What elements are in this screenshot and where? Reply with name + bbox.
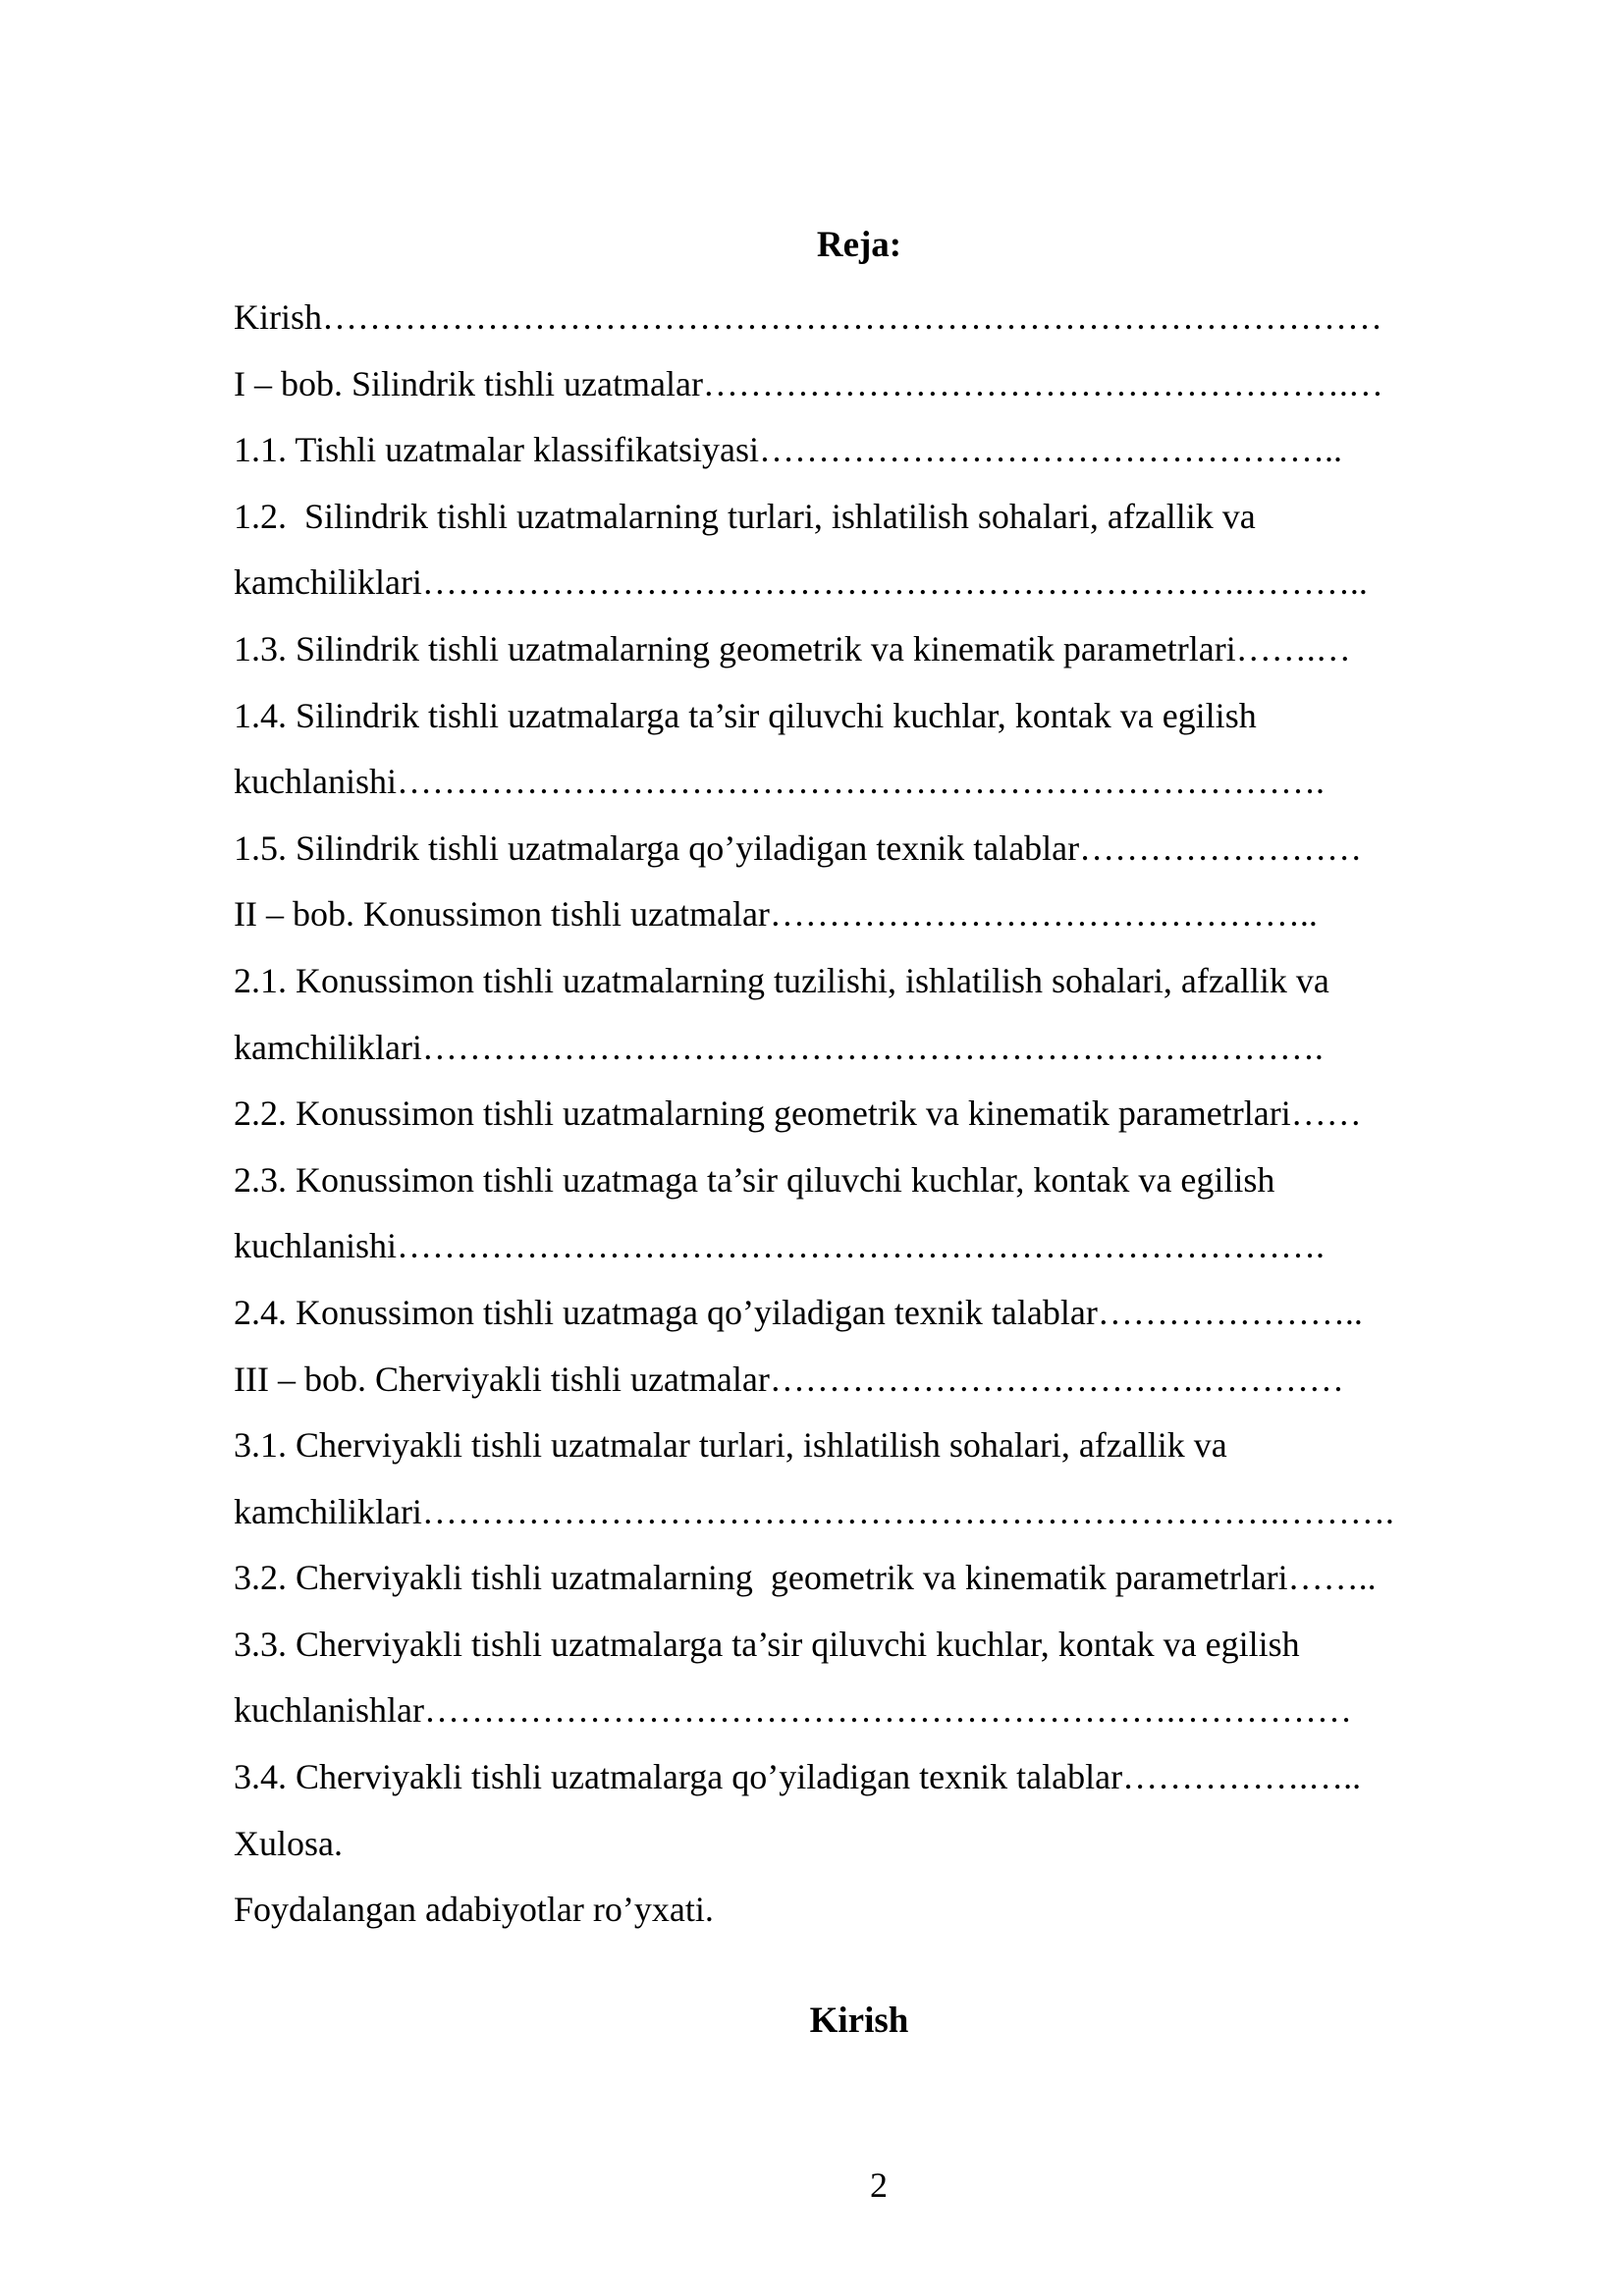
plan-title: Reja: <box>816 225 902 265</box>
toc-line-1-4-cont: kuchlanishi……………………………………………………………………. <box>234 762 1325 802</box>
toc-line-2-3-cont: kuchlanishi……………………………………………………………………. <box>234 1226 1325 1266</box>
toc-line-3-1: 3.1. Cherviyakli tishli uzatmalar turlari, ishlatilish sohalari, afzallik va <box>234 1425 1227 1466</box>
intro-heading: Kirish <box>809 2001 909 2041</box>
toc-line-3-1-cont: kamchiliklari……………………………………………………………….………. <box>234 1491 1394 1531</box>
toc-line-1-4: 1.4. Silindrik tishli uzatmalarga ta’sir qiluvchi kuchlar, kontak va egilish <box>234 695 1257 735</box>
table-of-contents <box>234 285 1510 1944</box>
page-number: 2 <box>870 2165 888 2205</box>
toc-line-2-2: 2.2. Konussimon tishli uzatmalarning geometrik va kinematik parametrlari…… <box>234 1094 1362 1134</box>
toc-line-3-3-cont: kuchlanishlar……………………………………………………….…………… <box>234 1690 1352 1731</box>
toc-line-1-3: 1.3. Silindrik tishli uzatmalarning geometrik va kinematik parametrlari…….… <box>234 628 1351 668</box>
toc-line-3-3: 3.3. Cherviyakli tishli uzatmalarga ta’sir qiluvchi kuchlar, kontak va egilish <box>234 1624 1300 1664</box>
toc-line-chapter-3: III – bob. Cherviyakli tishli uzatmalar……………………………….………… <box>234 1359 1344 1399</box>
toc-line-2-1: 2.1. Konussimon tishli uzatmalarning tuzilishi, ishlatilish sohalari, afzallik va <box>234 960 1329 1000</box>
toc-line-1-2: 1.2. Silindrik tishli uzatmalarning turlari, ishlatilish sohalari, afzallik va <box>234 496 1256 536</box>
toc-line-1-5: 1.5. Silindrik tishli uzatmalarga qo’yiladigan texnik talablar…………………… <box>234 828 1363 868</box>
toc-line-3-4: 3.4. Cherviyakli tishli uzatmalarga qo’yiladigan texnik talablar…………….….. <box>234 1757 1362 1797</box>
toc-line-2-4: 2.4. Konussimon tishli uzatmaga qo’yiladigan texnik talablar………………….. <box>234 1292 1363 1332</box>
toc-line-intro: Kirish……………………………………………………………………………… <box>234 297 1382 337</box>
toc-line-references: Foydalangan adabiyotlar ro’yxati. <box>234 1890 714 1930</box>
toc-line-1-2-cont: kamchiliklari…………………………………………………………….……….. <box>234 562 1368 603</box>
toc-line-2-1-cont: kamchiliklari………………………………………………………….………. <box>234 1027 1324 1067</box>
toc-line-1-1: 1.1. Tishli uzatmalar klassifikatsiyasi………………………………………….. <box>234 430 1342 470</box>
toc-line-chapter-2: II – bob. Konussimon tishli uzatmalar……………………………………….. <box>234 894 1318 934</box>
toc-line-2-3: 2.3. Konussimon tishli uzatmaga ta’sir qiluvchi kuchlar, kontak va egilish <box>234 1159 1275 1200</box>
toc-line-3-2: 3.2. Cherviyakli tishli uzatmalarning geometrik va kinematik parametrlari…….. <box>234 1558 1377 1598</box>
toc-line-conclusion: Xulosa. <box>234 1823 343 1863</box>
toc-line-chapter-1: I – bob. Silindrik tishli uzatmalar……………………………………………….… <box>234 363 1383 403</box>
